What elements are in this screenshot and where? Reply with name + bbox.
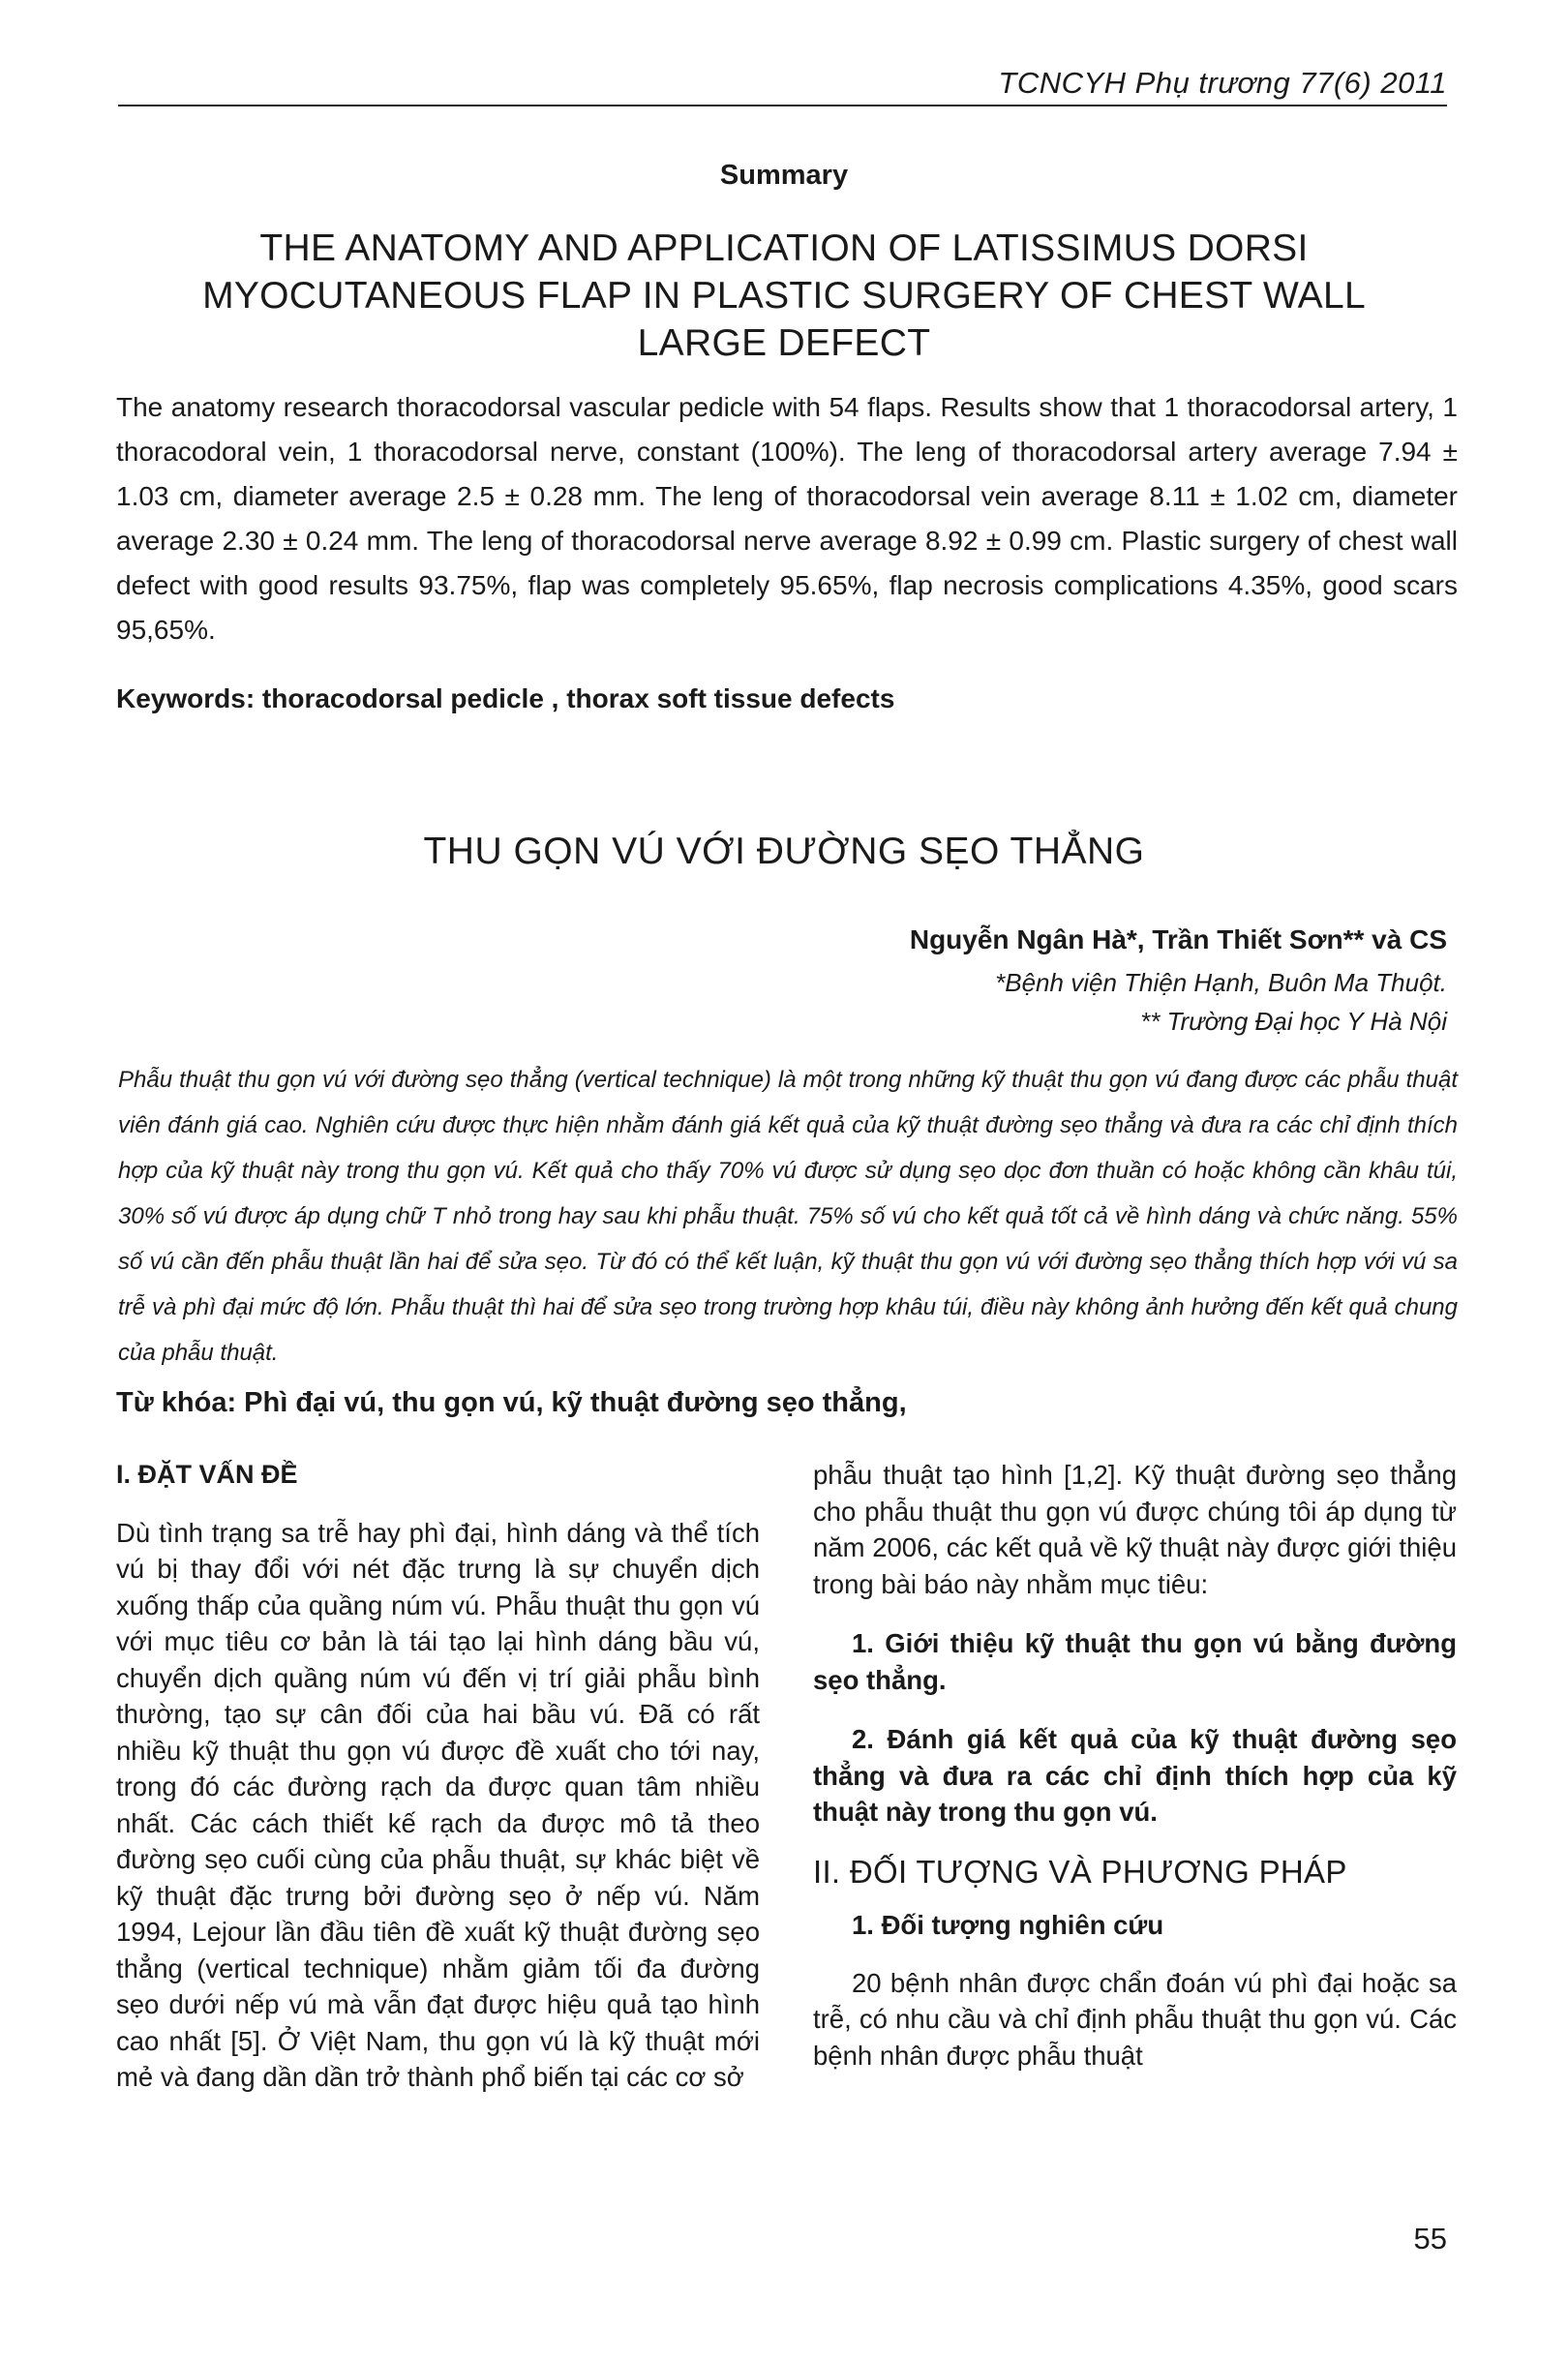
english-title: THE ANATOMY AND APPLICATION OF LATISSIMUS DORSI MYOCUTANEOUS FLAP IN PLASTIC SURGERY OF CHEST WALL LARGE DEFECT (202, 227, 1366, 364)
section-1-heading: I. ĐẶT VẤN ĐỀ (116, 1460, 298, 1489)
english-abstract: The anatomy research thoracodorsal vascular pedicle with 54 flaps. Results show that 1 thoracodorsal artery, 1 thoracodoral vein, 1 thoracodorsal nerve, constant (100%). The leng of thoracodorsal artery average 7.94 ± 1.03 cm, diameter average 2.5 ± 0.28 mm. The leng of thoracodorsal vein average 8.11 ± 1.02 cm, diameter average 2.30 ± 0.24 mm. The leng of thoracodorsal nerve average 8.92 ± 0.99 cm. Plastic surgery of chest wall defect with good results 93.75%, flap was completely 95.65%, flap necrosis complications 4.35%, good scars 95,65%. (116, 392, 1458, 645)
article-title: THU GỌN VÚ VỚI ĐƯỜNG SẸO THẲNG (423, 831, 1145, 872)
english-keywords: Keywords: thoracodorsal pedicle , thorax soft tissue defects (116, 683, 895, 713)
page-number: 55 (1413, 2222, 1447, 2255)
summary-heading: Summary (719, 160, 849, 191)
section-2-body: 20 bệnh nhân được chẩn đoán vú phì đại hoặc sa trễ, có nhu cầu và chỉ định phẫu thuật thu gọn vú. Các bệnh nhân được phẫu thuật (813, 1967, 1457, 2071)
section-1-body: Dù tình trạng sa trễ hay phì đại, hình dáng và thể tích vú bị thay đổi với nét đặc trưng là sự chuyển dịch xuống thấp của quầng núm vú. Phẫu thuật thu gọn vú với mục tiêu cơ bản là tái tạo lại hình dáng bầu vú, chuyển dịch quầng núm vú đến vị trí giải phẫu bình thường, tạo sự cân đối của hai bầu vú. Đã có rất nhiều kỹ thuật thu gọn vú được đề xuất cho tới nay, trong đó các đường rạch da được quan tâm nhiều nhất. Các cách thiết kế rạch da được mô tả theo đường sẹo cuối cùng của phẫu thuật, sự khác biệt về kỹ thuật đặc trưng bởi đường sẹo ở nếp vú. Năm 1994, Lejour lần đầu tiên đề xuất kỹ thuật đường sẹo thẳng (vertical technique) nhằm giảm tối đa đường sẹo dưới nếp vú mà vẫn đạt được hiệu quả tạo hình cao nhất [5]. Ở Việt Nam, thu gọn vú là kỹ thuật mới mẻ và đang dần dần trở thành phổ biến tại các cơ sở (116, 1517, 760, 2092)
section-2-subheading: 1. Đối tượng nghiên cứu (852, 1910, 1164, 1940)
affiliation-2: ** Trường Đại học Y Hà Nội (1140, 1007, 1447, 1036)
header-rule (118, 105, 1447, 106)
article-abstract: Phẫu thuật thu gọn vú với đường sẹo thẳng (vertical technique) là một trong những kỹ thuật thu gọn vú đang được các phẫu thuật viên đánh giá cao. Nghiên cứu được thực hiện nhằm đánh giá kết quả của kỹ thuật đường sẹo thẳng và đưa ra các chỉ định thích hợp của kỹ thuật này trong thu gọn vú. Kết quả cho thấy 70% vú được sử dụng sẹo dọc đơn thuần có hoặc không cần khâu túi, 30% số vú được áp dụng chữ T nhỏ trong hay sau khi phẫu thuật. 75% số vú cho kết quả tốt cả về hình dáng và chức năng. 55% số vú cần đến phẫu thuật lần hai để sửa sẹo. Từ đó có thể kết luận, kỹ thuật thu gọn vú với đường sẹo thẳng thích hợp với vú sa trễ và phì đại mức độ lớn. Phẫu thuật thì hai để sửa sẹo trong trường hợp khâu túi, điều này không ảnh hưởng đến kết quả chung của phẫu thuật. (118, 1067, 1458, 1366)
section-1-continuation: phẫu thuật tạo hình [1,2]. Kỹ thuật đường sẹo thẳng cho phẫu thuật thu gọn vú được chúng tôi áp dụng từ năm 2006, các kết quả về kỹ thuật này được giới thiệu trong bài báo này nhằm mục tiêu: (813, 1460, 1457, 1599)
authors: Nguyễn Ngân Hà*, Trần Thiết Sơn** và CS (909, 924, 1447, 954)
affiliation-1: *Bệnh viện Thiện Hạnh, Buôn Ma Thuột. (995, 968, 1447, 997)
objective-1: 1. Giới thiệu kỹ thuật thu gọn vú bằng đường sẹo thẳng. (813, 1628, 1457, 1695)
left-column (116, 1457, 760, 2096)
right-column (813, 1457, 1457, 2073)
article-keywords: Từ khóa: Phì đại vú, thu gọn vú, kỹ thuật đường sẹo thẳng, (116, 1387, 907, 1418)
running-header: TCNCYH Phụ trương 77(6) 2011 (998, 66, 1447, 100)
section-2-heading: II. ĐỐI TƯỢNG VÀ PHƯƠNG PHÁP (813, 1853, 1347, 1890)
objective-2: 2. Đánh giá kết quả của kỹ thuật đường sẹo thẳng và đưa ra các chỉ định thích hợp của kỹ thuật này trong thu gọn vú. (813, 1724, 1457, 1827)
